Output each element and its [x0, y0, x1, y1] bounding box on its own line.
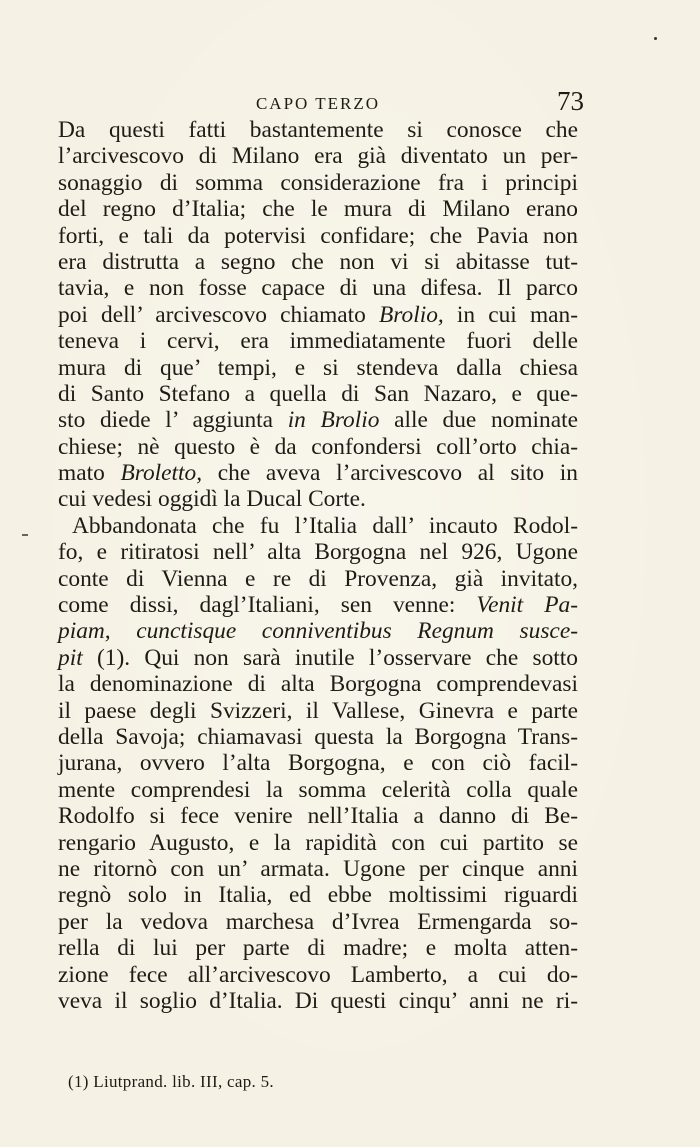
- page-header: [58, 86, 584, 118]
- text-line: mato Broletto, che aveva l’arcivescovo al sito in: [58, 460, 578, 487]
- text-line: cui vedesi oggidì la Ducal Corte.: [58, 486, 366, 513]
- text-line: per la vedova marchesa d’Ivrea Ermengarda so-: [58, 908, 578, 935]
- text-line: del regno d’Italia; che le mura di Milano erano: [58, 196, 578, 223]
- text-line: Rodolfo si fece venire nell’Italia a danno di Be-: [58, 803, 578, 830]
- text-line: conte di Vienna e re di Provenza, già invitato,: [58, 565, 578, 592]
- text-line: fo, e ritiratosi nell’ alta Borgogna nel 926, Ugone: [58, 539, 578, 566]
- margin-mark: [22, 534, 28, 536]
- text-line: [58, 618, 578, 644]
- text-line: sonaggio di somma considerazione fra i principi: [58, 169, 578, 196]
- italic-quote: Venit Pa-: [476, 592, 578, 619]
- italic-term: Broletto,: [120, 460, 203, 487]
- text-line: zione fece all’arcivescovo Lamberto, a cui do-: [58, 961, 578, 988]
- text-line: come dissi, dagl’Italiani, sen venne: Venit Pa-: [58, 592, 578, 619]
- text-line: rella di lui per parte di madre; e molta atten-: [58, 935, 578, 962]
- body-text: [58, 117, 578, 1014]
- text-line: il paese degli Svizzeri, il Vallese, Ginevra e parte: [58, 697, 578, 724]
- running-head: CAPO TERZO: [255, 94, 381, 113]
- text-line: Abbandonata che fu l’Italia dall’ incauto Rodol-: [72, 512, 578, 539]
- page-number: 73: [557, 86, 584, 116]
- text-line: poi dell’ arcivescovo chiamato Brolio, in cui man-: [58, 301, 579, 328]
- text-line: la denominazione di alta Borgogna comprendevasi: [58, 671, 578, 698]
- text-line: tavia, e non fosse capace di una difesa. Il parco: [58, 275, 578, 302]
- italic-term: in Brolio: [287, 407, 380, 434]
- text-line: regnò solo in Italia, ed ebbe moltissimi riguardi: [58, 882, 578, 909]
- ink-speck: [654, 37, 657, 40]
- text-line: mente comprendesi la somma celerità colla quale: [58, 776, 578, 803]
- footnote: (1) Liutprand. lib. III, cap. 5.: [68, 1072, 274, 1091]
- text-line: teneva i cervi, era immediatamente fuori delle: [58, 328, 578, 355]
- text-line: Da questi fatti bastantemente si conosce che: [58, 117, 578, 143]
- text-line: era distrutta a segno che non vi si abitasse tut-: [58, 248, 578, 275]
- text-line: rengario Augusto, e la rapidità con cui partito se: [58, 829, 578, 856]
- text-line: mura di que’ tempi, e si stendeva dalla chiesa: [58, 354, 578, 381]
- italic-quote: pit: [58, 644, 83, 671]
- italic-quote: piam, cunctisque conniventibus Regnum susce-: [58, 618, 578, 645]
- text-line: veva il soglio d’Italia. Di questi cinqu’ anni ne ri-: [58, 987, 578, 1014]
- text-line: ne ritornò con un’ armata. Ugone per cinque anni: [58, 855, 578, 882]
- text-line: l’arcivescovo di Milano era già diventato un per-: [58, 143, 578, 170]
- text-line: sto diede l’ aggiunta in Brolio alle due nominate: [58, 407, 579, 434]
- italic-term: Brolio,: [379, 301, 444, 328]
- text-line: jurana, ovvero l’alta Borgogna, e con ciò facil-: [58, 750, 578, 777]
- text-line: chiese; nè questo è da confondersi coll’orto chia-: [58, 433, 578, 460]
- text-line: forti, e tali da potervisi confidare; che Pavia non: [58, 222, 578, 249]
- text-line: della Savoja; chiamavasi questa la Borgogna Trans-: [58, 723, 578, 750]
- text-line: pit (1). Qui non sarà inutile l’osservare che sotto: [58, 644, 578, 671]
- text-line: di Santo Stefano a quella di San Nazaro, e que-: [58, 380, 578, 407]
